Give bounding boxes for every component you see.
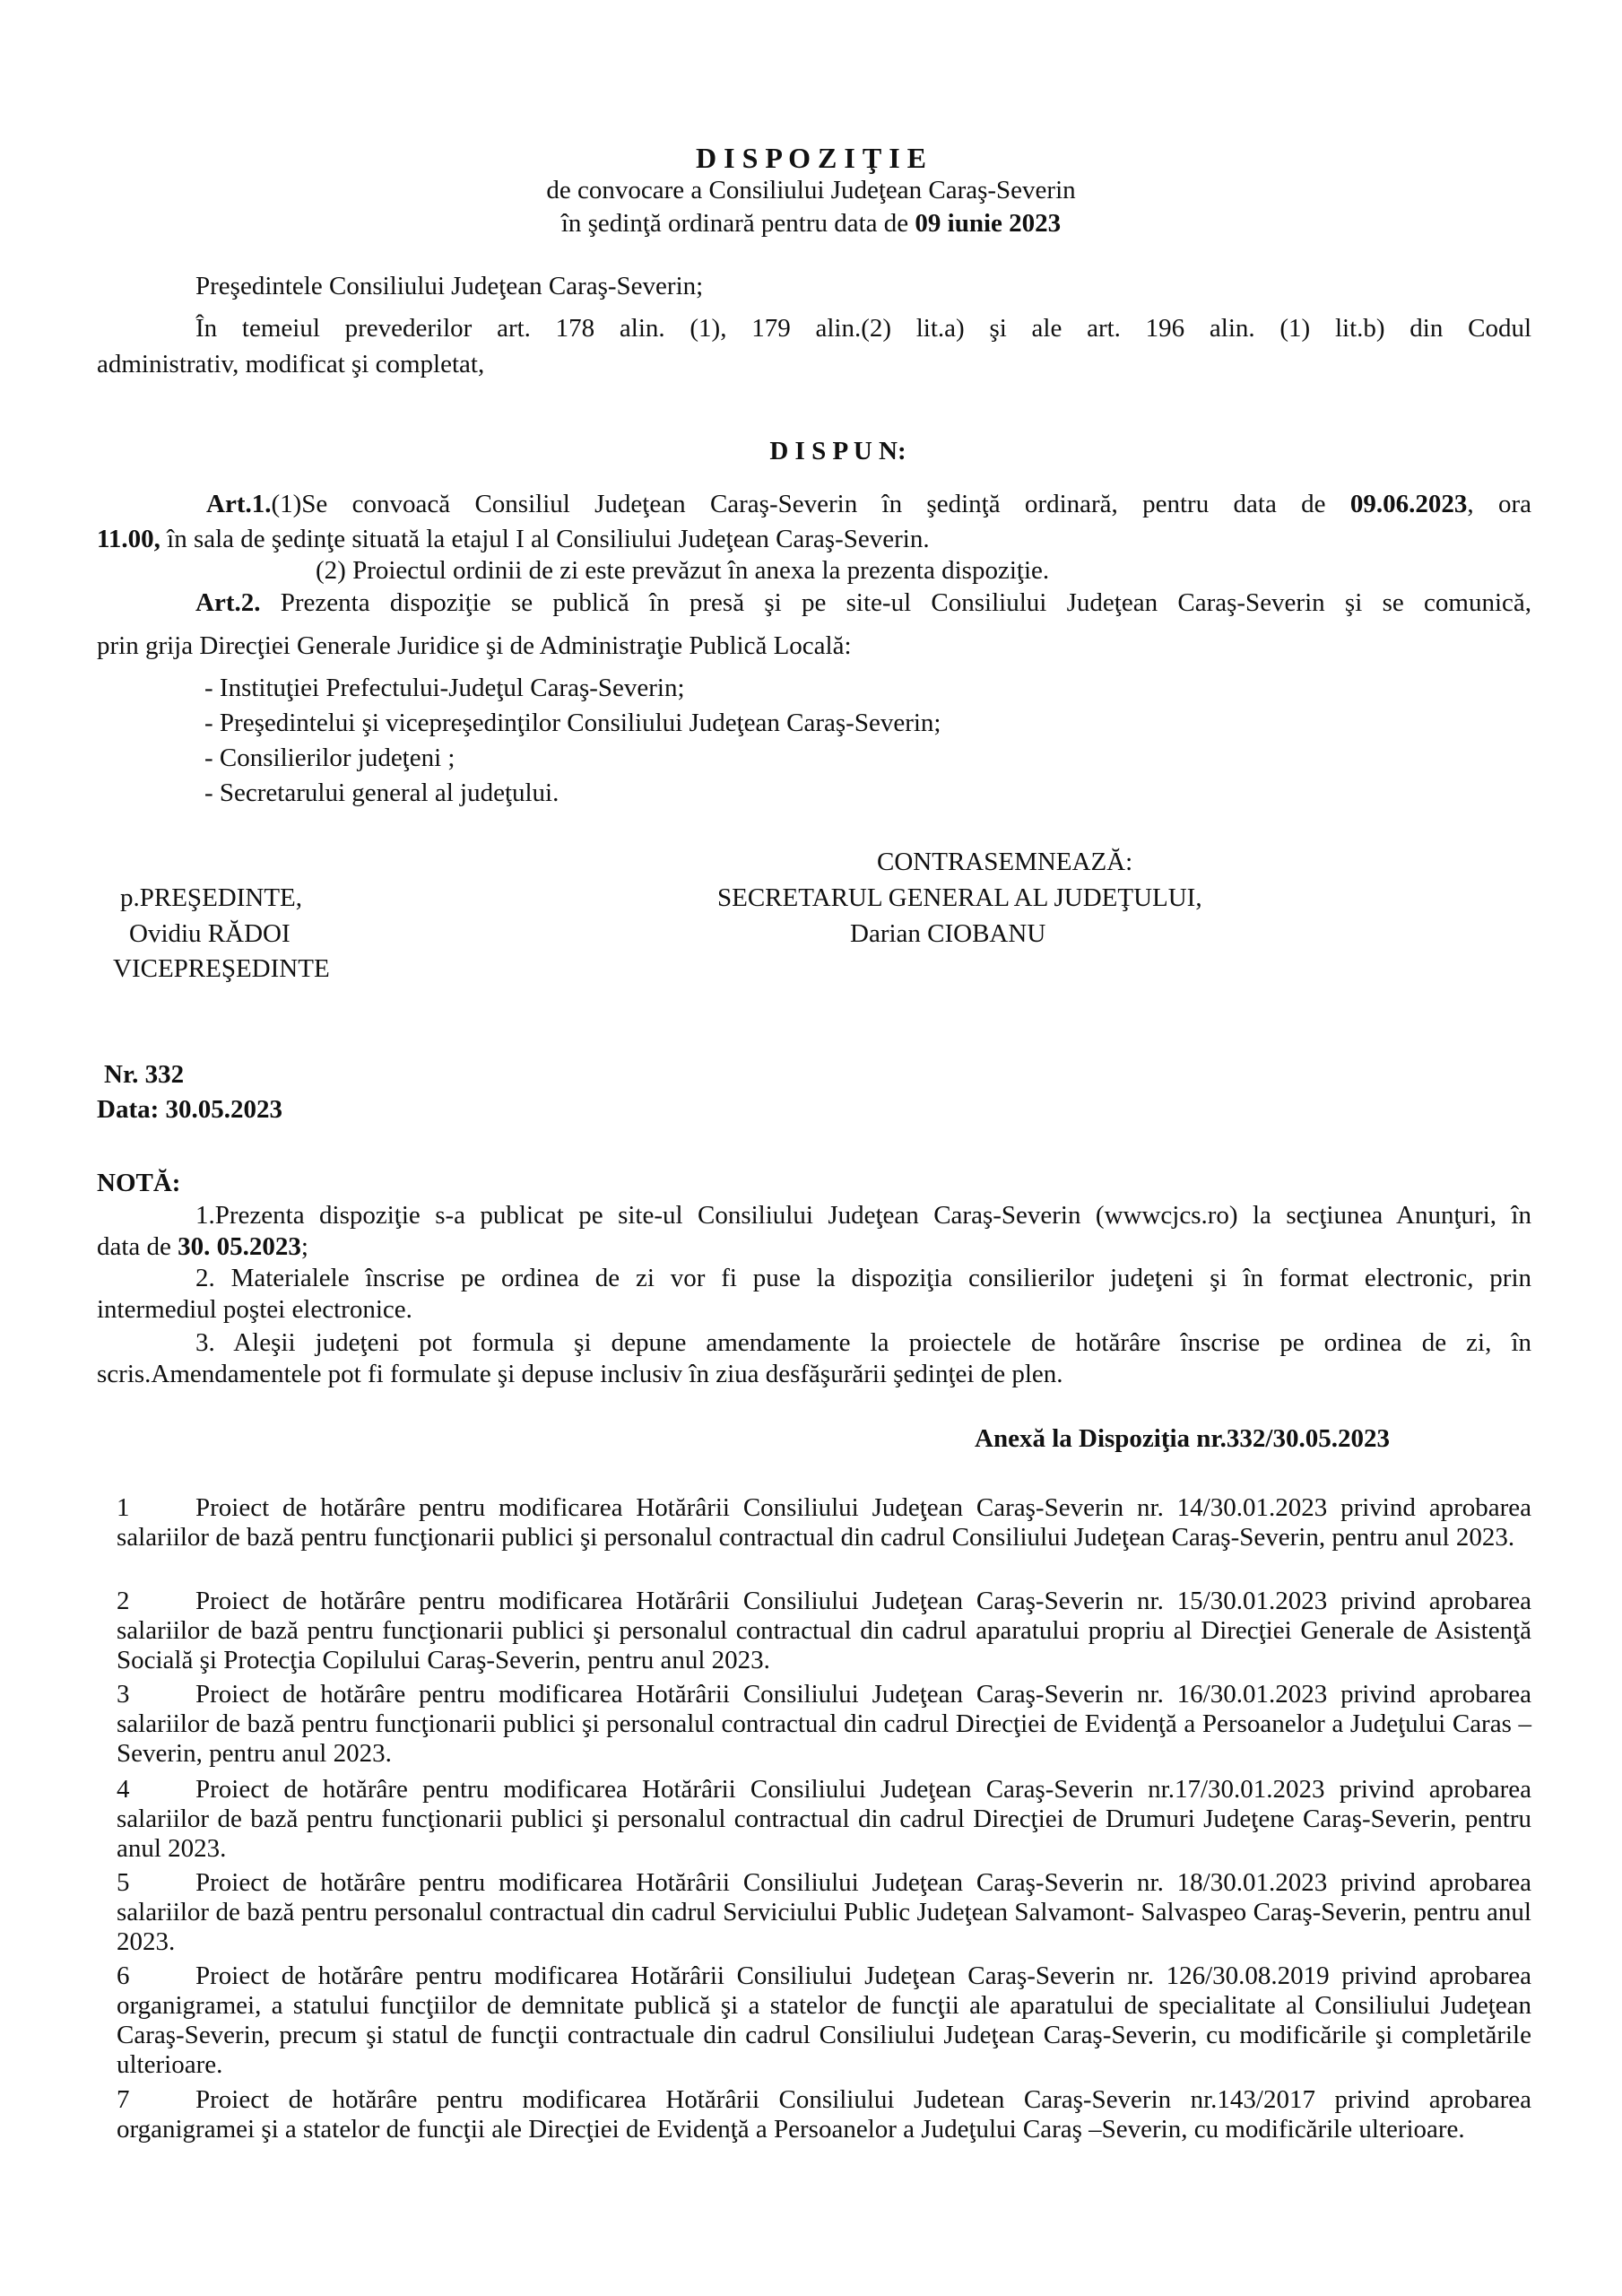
annex-list-item (117, 1680, 1531, 1769)
annex-item-title: Proiect de hotărâre pentru modificarea Hotărârii Consiliului Judeţean Caraş-Severin nr. 126/30.08.2019 privind aprobarea (195, 1961, 1531, 1990)
recipient-item: - Preşedintelui şi vicepreşedinţilor Consiliului Judeţean Caraş-Severin; (204, 709, 941, 737)
annex-list-item (117, 2085, 1531, 2144)
annex-item-title: Proiect de hotărâre pentru modificarea Hotărârii Consiliului Judeţean Caraş-Severin nr. 15/30.01.2023 privind aprobarea (195, 1587, 1531, 1615)
article-1-paragraph-2: (2) Proiectul ordinii de zi este prevăzut în anexa la prezenta dispoziţie. (316, 556, 1050, 585)
annex-list-item (117, 1868, 1531, 1957)
note-heading: NOTĂ: (97, 1169, 181, 1197)
note-item-1-line1: 1.Prezenta dispoziţie s-a publicat pe site-ul Consiliului Judeţean Caraş-Severin (wwwcjcs.ro) la secţiunea Anunţuri, în (195, 1201, 1531, 1230)
annex-item-number: 3 (117, 1680, 130, 1709)
dispun-heading: D I S P U N: (769, 437, 906, 465)
annex-list-item (117, 1493, 1531, 1552)
annex-list-item (117, 1775, 1531, 1864)
countersign-label: CONTRASEMNEAZĂ: (877, 848, 1133, 876)
annex-item-number: 5 (117, 1868, 130, 1897)
note-date-prefix: data de (97, 1232, 178, 1261)
note-item-1-line2 (97, 1232, 308, 1262)
article-1-text: (1)Se convoacă Consiliul Judeţean Caraş-Severin în şedinţă ordinară, pentru data de (271, 490, 1350, 518)
article-2-line2: prin grija Direcţiei Generale Juridice şi de Administraţie Publică Locală: (97, 631, 852, 660)
article-1-time: 11.00, (97, 525, 160, 553)
annex-item-text: organigramei, a statului funcţiilor de demnitate publică şi a statelor de funcţii ale aparatului de specialitate al Consiliului Judeţean Caraş-Severin, precum şi statul de funcţii contractuale din cadrul Consiliului Judeţean Caraş-Severin, cu modificările şi completările ulterioare. (117, 1991, 1531, 2079)
article-1-label: Art.1. (206, 490, 272, 518)
article-1-time-label: , ora (1467, 490, 1532, 518)
recipient-item: - Consilierilor judeţeni ; (204, 744, 455, 772)
signatory-left-role: VICEPREŞEDINTE (113, 954, 330, 983)
article-2-label: Art.2. (195, 588, 261, 617)
registration-date: Data: 30.05.2023 (97, 1095, 283, 1124)
annex-title: Anexă la Dispoziţia nr.332/30.05.2023 (975, 1424, 1390, 1453)
annex-item-text: salariilor de bază pentru funcţionarii publici şi personalul contractual din cadrul Consiliului Judeţean Caraş-Severin, pentru anul 2023. (117, 1523, 1515, 1552)
annex-item-title: Proiect de hotărâre pentru modificarea Hotărârii Consiliului Judeţean Caraş-Severin nr. 18/30.01.2023 privind aprobarea (195, 1868, 1531, 1897)
article-1-location: în sala de şedinţe situată la etajul I al Consiliului Judeţean Caraş-Severin. (160, 525, 930, 553)
recipient-item: - Secretarului general al judeţului. (204, 778, 559, 807)
note-item-2-line1: 2. Materialele înscrise pe ordinea de zi vor fi puse la dispoziţia consilierilor judeţeni şi în format electronic, prin (195, 1264, 1531, 1292)
annex-item-text: salariilor de bază pentru funcţionarii publici şi personalul contractual din cadrul Direcţiei de Evidenţă a Persoanelor a Judeţului Caras –Severin, pentru anul 2023. (117, 1709, 1531, 1768)
annex-item-title: Proiect de hotărâre pentru modificarea Hotărârii Consiliului Judeţean Caraş-Severin nr. 14/30.01.2023 privind aprobarea (195, 1493, 1531, 1522)
signatory-left-title: p.PREŞEDINTE, (120, 883, 302, 912)
registration-number: Nr. 332 (104, 1060, 185, 1089)
preamble-legal-basis-cont: administrativ, modificat şi completat, (97, 350, 485, 378)
annex-item-number: 1 (117, 1493, 130, 1522)
preamble-legal-basis: În temeiul prevederilor art. 178 alin. (1), 179 alin.(2) lit.a) şi ale art. 196 alin. (1) lit.b) din Codul (195, 314, 1531, 343)
annex-item-number: 7 (117, 2085, 130, 2114)
signatory-right-title: SECRETARUL GENERAL AL JUDEŢULUI, (717, 883, 1202, 912)
annex-item-text: organigramei şi a statelor de funcţii ale Direcţiei de Evidenţă a Persoanelor a Judeţului Caraş –Severin, cu modificările ulterioare. (117, 2115, 1465, 2144)
annex-list-item (117, 1587, 1531, 1675)
article-2-line1 (195, 588, 1531, 618)
annex-item-title: Proiect de hotărâre pentru modificarea Hotărârii Consiliului Judeţean Caraş-Severin nr. 16/30.01.2023 privind aprobarea (195, 1680, 1531, 1709)
meeting-date: 09 iunie 2023 (915, 209, 1062, 238)
signatory-right-name: Darian CIOBANU (850, 919, 1046, 948)
annex-item-title: Proiect de hotărâre pentru modificarea Hotărârii Consiliului Judeţean Caraş-Severin nr.17/30.01.2023 privind aprobarea (195, 1775, 1531, 1804)
annex-item-text: salariilor de bază pentru funcţionarii publici şi personalul contractual din cadrul aparatului propriu al Direcţiei Generale de Asistenţă Socială şi Protecţia Copilului Caraş-Severin, pentru anul 2023. (117, 1616, 1531, 1674)
annex-item-number: 6 (117, 1961, 130, 1990)
article-1-line2 (97, 525, 930, 554)
annex-item-title: Proiect de hotărâre pentru modificarea Hotărârii Consiliului Judetean Caraş-Severin nr.143/2017 privind aprobarea (195, 2085, 1531, 2114)
document-subtitle: de convocare a Consiliului Judeţean Caraş-Severin (546, 176, 1076, 204)
article-1-date: 09.06.2023 (1349, 490, 1468, 518)
recipient-item: - Instituţiei Prefectului-Judeţul Caraş-Severin; (204, 674, 685, 702)
signatory-left-name: Ovidiu RĂDOI (129, 919, 291, 948)
annex-item-text: salariilor de bază pentru personalul contractual din cadrul Serviciului Public Judeţean Salvamont- Salvaspeo Caraş-Severin, pentru anul 2023. (117, 1898, 1531, 1956)
note-item-2-line2: intermediul poştei electronice. (97, 1295, 412, 1324)
note-item-3-line2: scris.Amendamentele pot fi formulate şi depuse inclusiv în ziua desfăşurării şedinţei de plen. (97, 1360, 1063, 1388)
note-publication-date: 30. 05.2023 (178, 1232, 301, 1261)
note-date-suffix: ; (300, 1232, 308, 1261)
article-1-line1 (206, 490, 1531, 519)
subtitle-prefix: în şedinţă ordinară pentru data de (560, 209, 915, 238)
annex-item-number: 2 (117, 1587, 130, 1615)
note-item-3-line1: 3. Aleşii judeţeni pot formula şi depune amendamente la proiectele de hotărâre înscrise pe ordinea de zi, în (195, 1328, 1531, 1357)
document-title: D I S P O Z I Ţ I E (696, 142, 926, 174)
annex-item-number: 4 (117, 1775, 130, 1804)
article-2-text: Prezenta dispoziţie se publică în presă şi pe site-ul Consiliului Judeţean Caraş-Severin şi se comunică, (260, 588, 1531, 617)
annex-item-text: salariilor de bază pentru funcţionarii publici şi personalul contractual din cadrul Direcţiei de Drumuri Judeţene Caraş-Severin, pentru anul 2023. (117, 1805, 1531, 1863)
document-subtitle-date-line (0, 209, 1622, 239)
preamble-president: Preşedintele Consiliului Judeţean Caraş-Severin; (195, 272, 704, 300)
annex-list-item (117, 1961, 1531, 2080)
